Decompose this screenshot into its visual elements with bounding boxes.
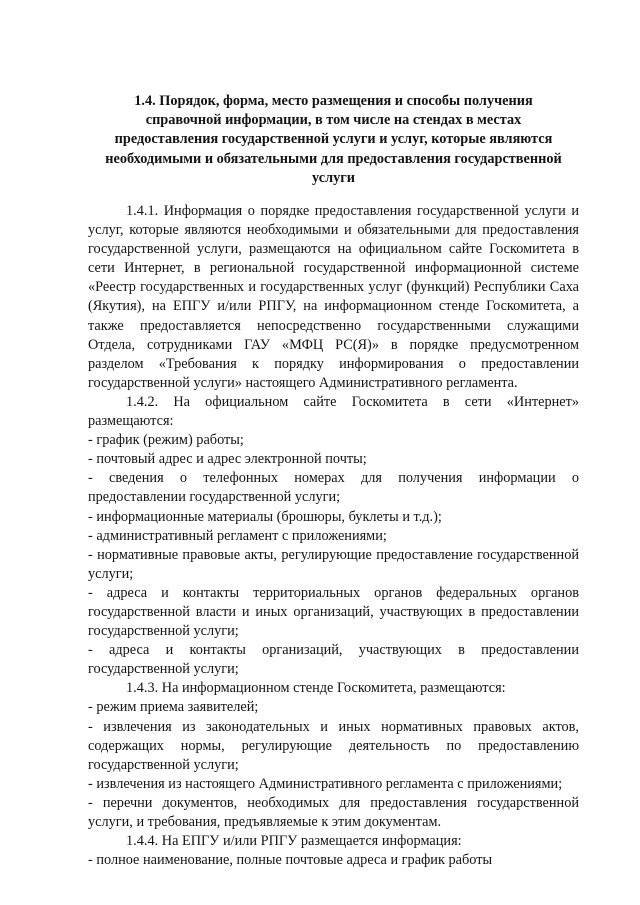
paragraph-1-4-3: 1.4.3. На информационном стенде Госкомитета, размещаются: [126,680,506,697]
list-item: - извлечения из настоящего Административного регламента с приложениями; [88,775,563,792]
list-item: - перечни документов, необходимых для предоставления государственной услуги, и требования, предъявляемые к этим документам. [88,794,579,831]
list-item: - полное наименование, полные почтовые адреса и график работы [88,852,493,869]
paragraph-1-4-1: 1.4.1. Информация о порядке предоставления государственной услуги и услуг, которые являются необходимыми и обязательными для предоставления государственной услуги, размещаются на официальном сайте Госкомитета в сети Интернет, в региональной государственной информационной системе «Реестр государственных и государственных услуг (функций) Республики Саха (Якутия), на ЕПГУ и/или РПГУ, на информационном стенде Госкомитета, а также предоставляется непосредственно государственными служащими Отдела, сотрудниками ГАУ «МФЦ РС(Я)» в порядке предусмотренном разделом «Требования к порядку информирования о предоставлении государственной услуги» настоящего Административного регламента. [88,203,579,391]
list-item: - адреса и контакты организаций, участвующих в предоставлении государственной услуги; [88,642,579,678]
document-page [88,92,579,870]
list-item: - нормативные правовые акты, регулирующие предоставление государственной услуги; [88,546,579,582]
list-item: - сведения о телефонных номерах для получения информации о предоставлении государственной услуги; [88,470,579,506]
paragraph-1-4-4: 1.4.4. На ЕПГУ и/или РПГУ размещается информация: [126,833,462,850]
list-item: - график (режим) работы; [88,432,244,449]
paragraph-1-4-2: 1.4.2. На официальном сайте Госкомитета в сети «Интернет» размещаются: [88,393,579,430]
list-item: - административный регламент с приложениями; [88,527,387,544]
list-item: - адреса и контакты территориальных органов федеральных органов государственной власти и иных организаций, участвующих в предоставлении государственной услуги; [88,584,579,640]
list-item: - информационные материалы (брошюры, буклеты и т.д.); [88,508,442,525]
list-item: - почтовый адрес и адрес электронной почты; [88,451,367,468]
list-item: - режим приема заявителей; [88,699,259,716]
section-heading: 1.4. Порядок, форма, место размещения и способы получения справочной информации, в том числе на стендах в местах предоставления государственной услуги и услуг, которые являются необходимыми и обязательными для предоставления государственной услуги [105,93,562,186]
list-item: - извлечения из законодательных и иных нормативных правовых актов, содержащих нормы, регулирующие деятельность по предоставлению государственной услуги; [88,718,579,773]
